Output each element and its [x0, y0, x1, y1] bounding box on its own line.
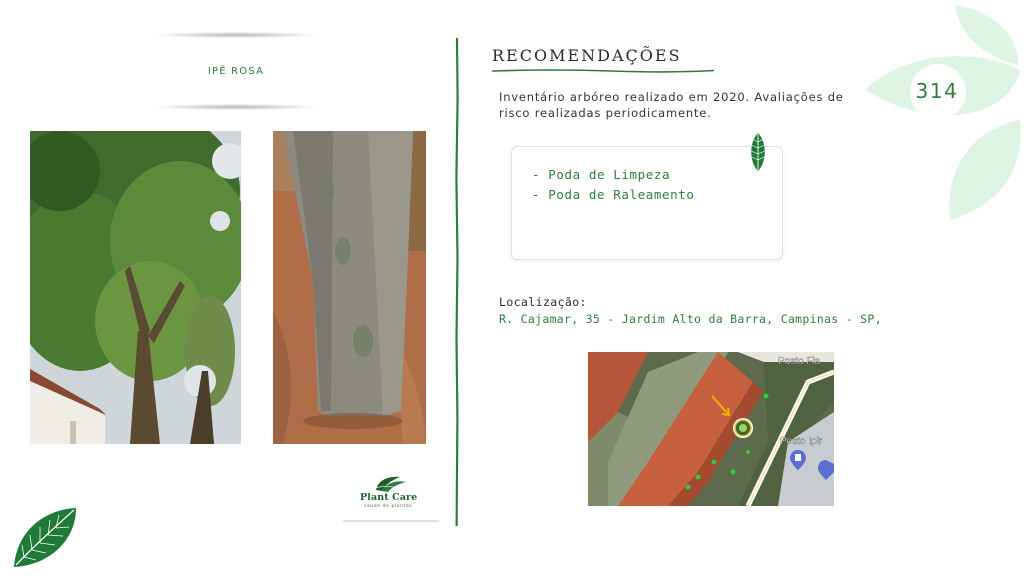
- logo-brand-name: Plant Care: [360, 492, 418, 503]
- decorative-leaf-bottom-left: [10, 505, 80, 570]
- tree-name-card: [150, 34, 322, 108]
- inventory-description: Inventário arbóreo realizado em 2020. Avaliações de risco realizadas periodicamente.: [499, 90, 844, 120]
- recommendations-box: [511, 146, 783, 260]
- recommendation-item: - Poda de Limpeza: [532, 167, 671, 182]
- plant-care-logo: [352, 474, 432, 524]
- tree-name: IPÊ ROSA: [207, 65, 265, 77]
- map-label-posto-ipiranga: Posto Ipir: [780, 436, 823, 447]
- tree-number: 314: [915, 79, 959, 103]
- recommendation-item: - Poda de Raleamento: [532, 187, 695, 202]
- heading-underline: [492, 68, 714, 74]
- location-label: Localização:: [499, 295, 587, 309]
- map-label-posto-flamboyant: Posto Fla: [778, 356, 821, 367]
- vertical-divider: [455, 38, 459, 526]
- location-map: [588, 352, 834, 506]
- tree-trunk-photo: [273, 131, 426, 444]
- leaf-icon: [748, 132, 768, 172]
- logo-underline: [343, 520, 439, 522]
- recommendations-list: [532, 165, 695, 205]
- logo-tagline: saúde de plantas: [364, 504, 413, 509]
- recommendations-heading: RECOMENDAÇÕES: [492, 46, 682, 65]
- tree-canopy-photo: [30, 131, 241, 444]
- location-address: R. Cajamar, 35 - Jardim Alto da Barra, Campinas - SP,: [499, 312, 882, 326]
